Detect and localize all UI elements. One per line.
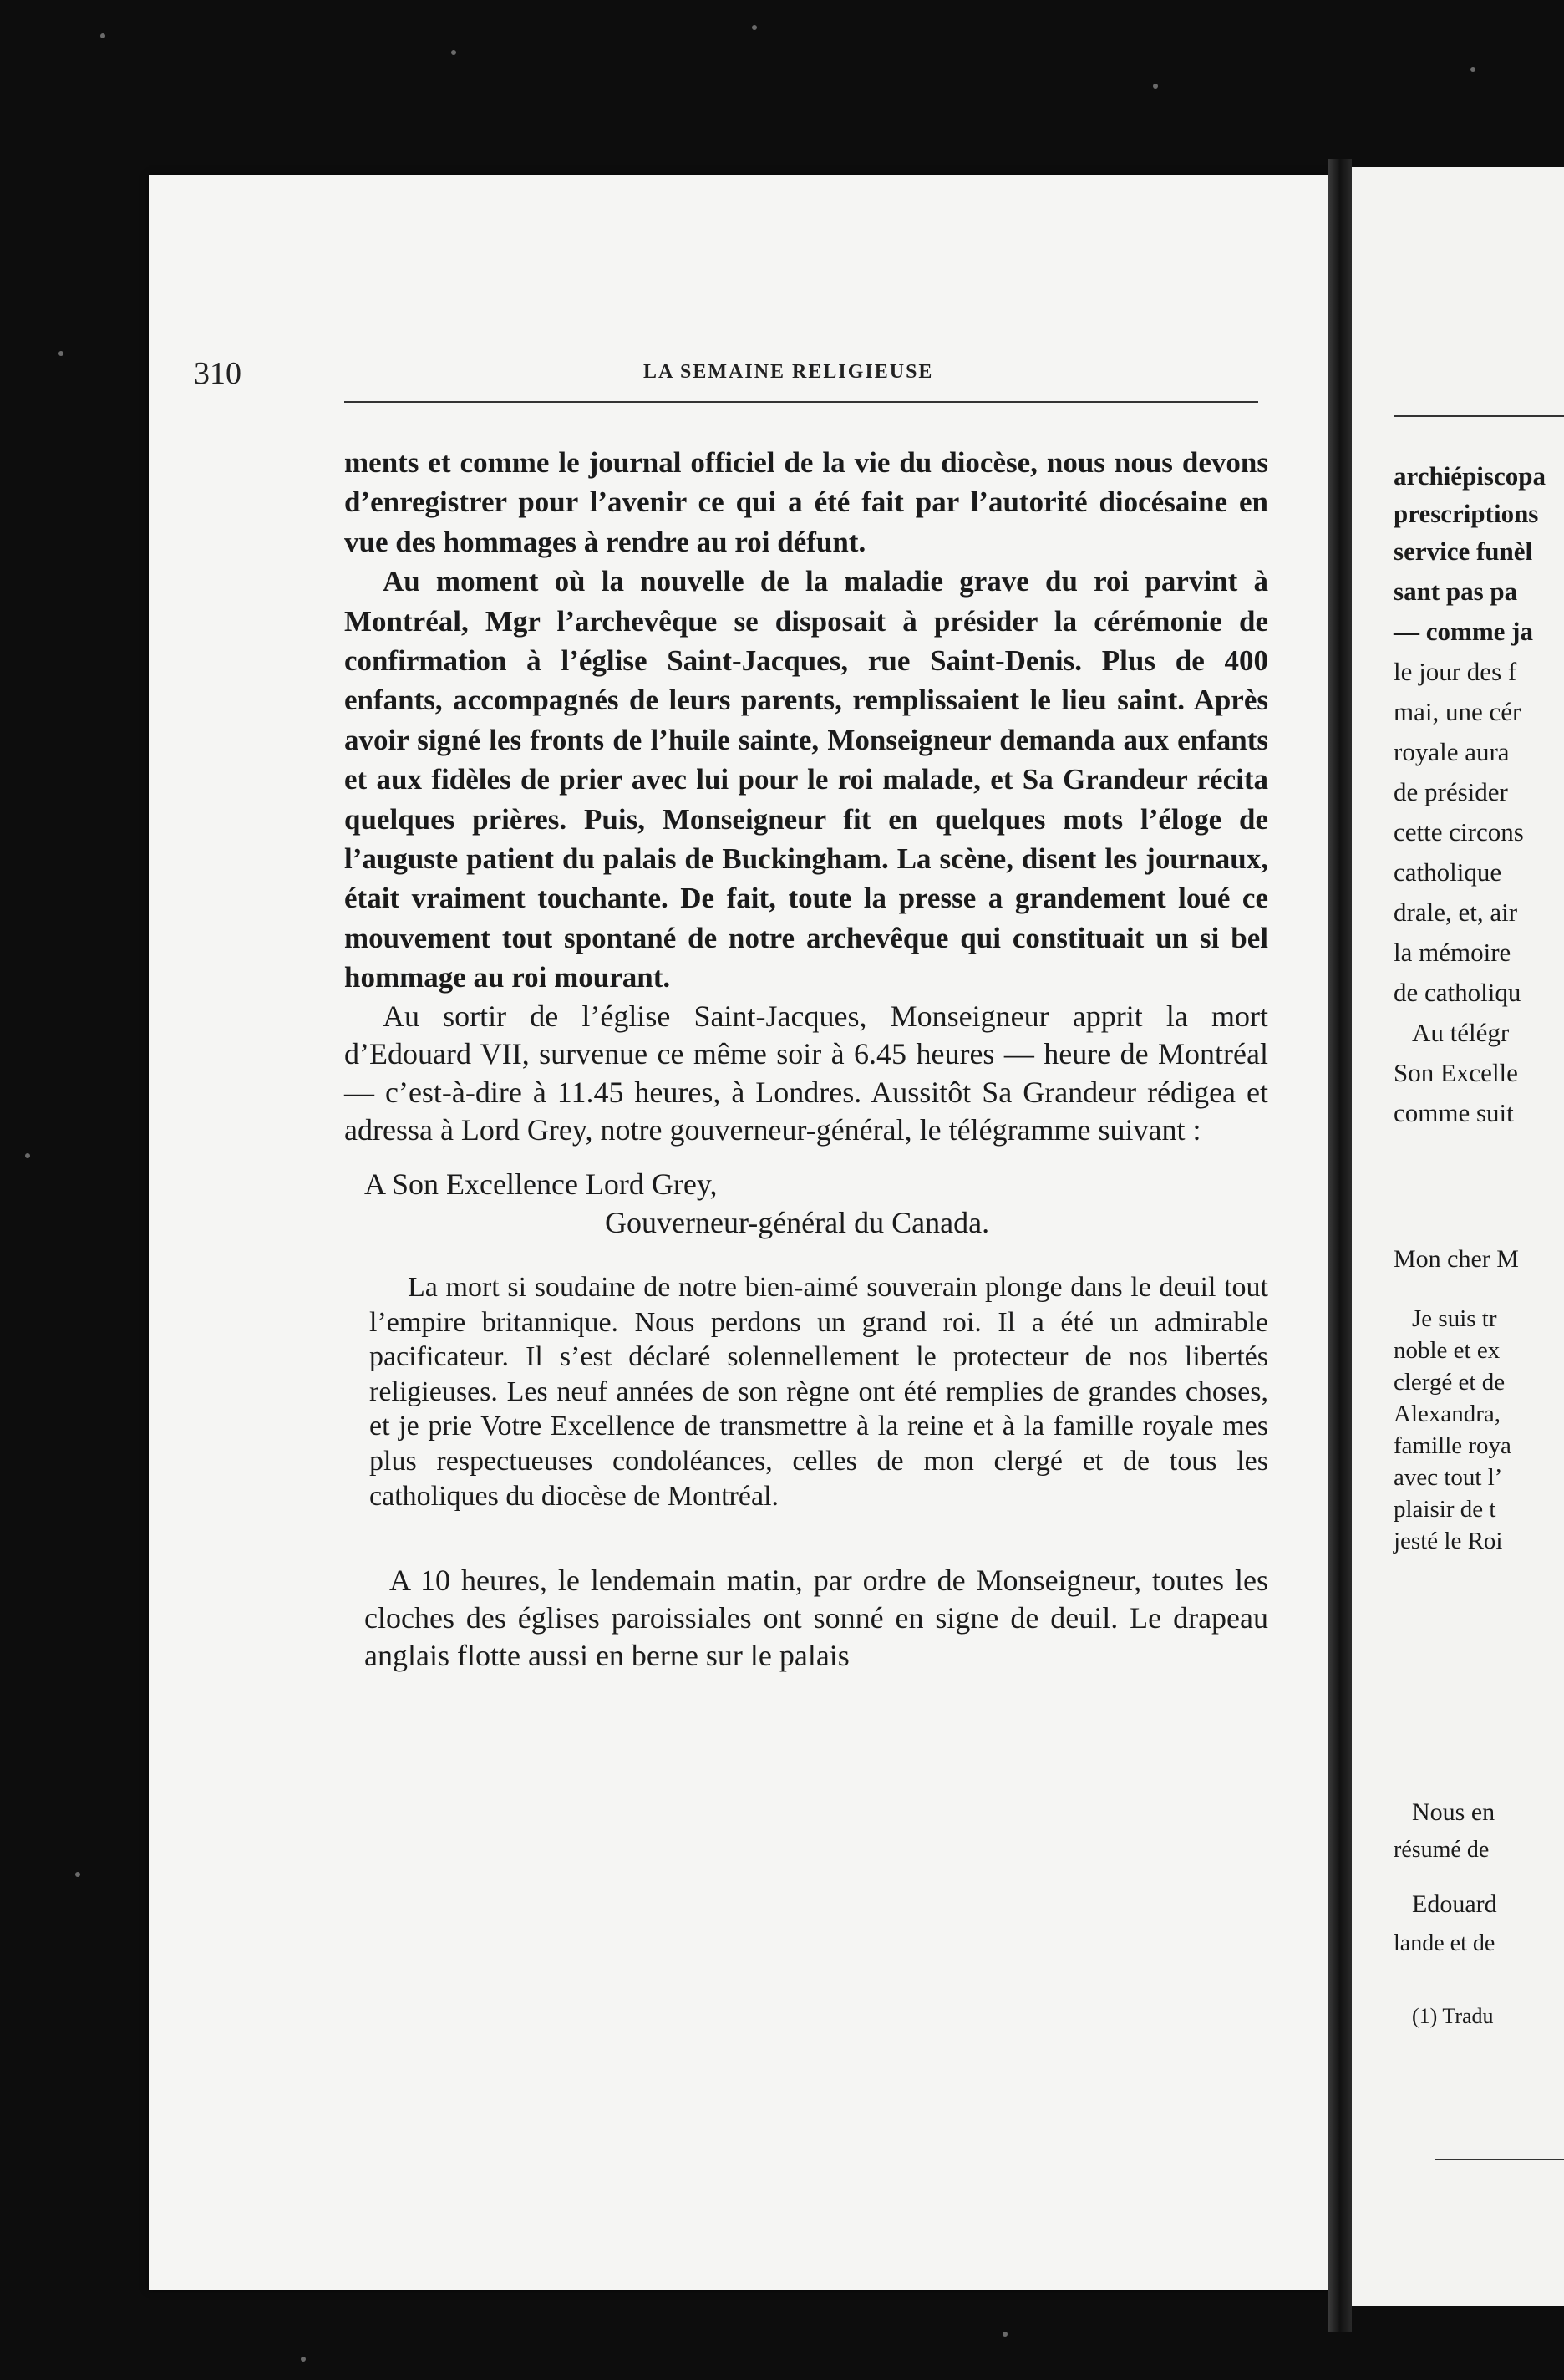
right-line: Alexandra, <box>1394 1401 1501 1427</box>
right-line: mai, une cér <box>1394 697 1521 726</box>
right-line: de présider <box>1394 777 1508 806</box>
right-line: service funèl <box>1394 537 1533 566</box>
right-line: Edouard <box>1412 1890 1497 1918</box>
paragraph-king-illness: Au moment où la nouvelle de la maladie grave du roi parvint à Montréal, Mgr l’archevêque se disposait à présider la cérémonie de confirmation à l’église Saint-Jacques, rue Saint-Denis. Plus de 400 enfants, accompagnés de leurs parents, remplissaient le lieu saint. Après avoir signé les fronts de l’huile sainte, Monseigneur demanda aux enfants et aux fidèles de prier avec lui pour le roi malade, et Sa Grandeur récita quelques prières. Puis, Monseigneur fit en quelques mots l’éloge de l’auguste patient du palais de Buckingham. La scène, disent les journaux, était vraiment touchante. De fait, toute la presse a grandement loué ce mouvement tout spontané de notre archevêque qui constituait un si bel hommage au roi mourant. <box>344 565 1268 994</box>
right-line: royale aura <box>1394 737 1510 766</box>
right-line: plaisir de t <box>1394 1496 1496 1523</box>
right-line: résumé de <box>1394 1837 1490 1863</box>
right-line: drale, et, air <box>1394 898 1518 927</box>
paragraph-king-death: Au sortir de l’église Saint-Jacques, Monseigneur apprit la mort d’Edouard VII, survenue ce même soir à 6.45 heures — heure de Montréal — c’est-à-dire à 11.45 heures, à Londres. Aussitôt Sa Grandeur rédigea et adressa à Lord Grey, notre gouverneur-général, le télégramme suivant : <box>344 999 1268 1147</box>
right-line: Nous en <box>1412 1798 1495 1826</box>
right-line: noble et ex <box>1394 1337 1501 1364</box>
book-gutter <box>1328 159 1352 2332</box>
right-line: sant pas pa <box>1394 577 1518 606</box>
right-line: Son Excelle <box>1394 1058 1518 1087</box>
right-line: Au télégr <box>1412 1018 1510 1047</box>
right-footnote-rule <box>1435 2159 1564 2160</box>
left-page-body <box>344 443 1268 1675</box>
right-line: lande et de <box>1394 1930 1495 1956</box>
paragraph-continuation: ments et comme le journal officiel de la vie du diocèse, nous nous devons d’enregistrer pour l’avenir ce qui a été fait par l’autorité diocésaine en vue des hommages à rendre au roi défunt. <box>344 446 1268 558</box>
telegram-text: La mort si soudaine de notre bien-aimé souverain plonge dans le deuil tout l’empire britannique. Nous perdons un grand roi. Il a été un admirable pacificateur. Il s’est déclaré solennellement le protecteur de nos libertés religieuses. Les neuf années de son règne ont été remplies de grandes choses, et je prie Votre Excellence de transmettre à la reine et à la famille royale mes plus respectueuses condoléances, celles de mon clergé et de tous les catholiques du diocèse de Montréal. <box>369 1272 1268 1512</box>
right-line: prescriptions <box>1394 499 1539 528</box>
right-line: Je suis tr <box>1412 1305 1497 1332</box>
right-line: catholique <box>1394 857 1502 887</box>
right-line: le jour des f <box>1394 657 1517 686</box>
right-footnote: (1) Tradu <box>1412 2004 1494 2028</box>
paragraph-bells: A 10 heures, le lendemain matin, par ordre de Monseigneur, toutes les cloches des églises paroissiales ont sonné en signe de deuil. Le drapeau anglais flotte aussi en berne sur le palais <box>364 1564 1268 1673</box>
telegram-addressee-title: Gouverneur-général du Canada. <box>605 1206 990 1240</box>
right-line: cette circons <box>1394 817 1524 847</box>
header-rule <box>344 401 1258 403</box>
telegram-addressee: A Son Excellence Lord Grey, <box>364 1167 718 1202</box>
right-line: archiépiscopa <box>1394 461 1546 491</box>
right-header-rule <box>1394 415 1564 417</box>
right-line: — comme ja <box>1394 617 1533 646</box>
right-line: comme suit <box>1394 1098 1514 1127</box>
right-line: de catholiqu <box>1394 978 1521 1007</box>
right-line: clergé et de <box>1394 1369 1506 1396</box>
right-line: la mémoire <box>1394 938 1511 967</box>
right-line: Mon cher M <box>1394 1245 1519 1273</box>
running-head: LA SEMAINE RELIGIEUSE <box>643 361 934 383</box>
right-line: avec tout l’ <box>1394 1464 1503 1491</box>
right-line: jesté le Roi <box>1394 1528 1503 1554</box>
page-number: 310 <box>194 356 241 391</box>
right-line: famille roya <box>1394 1432 1511 1459</box>
